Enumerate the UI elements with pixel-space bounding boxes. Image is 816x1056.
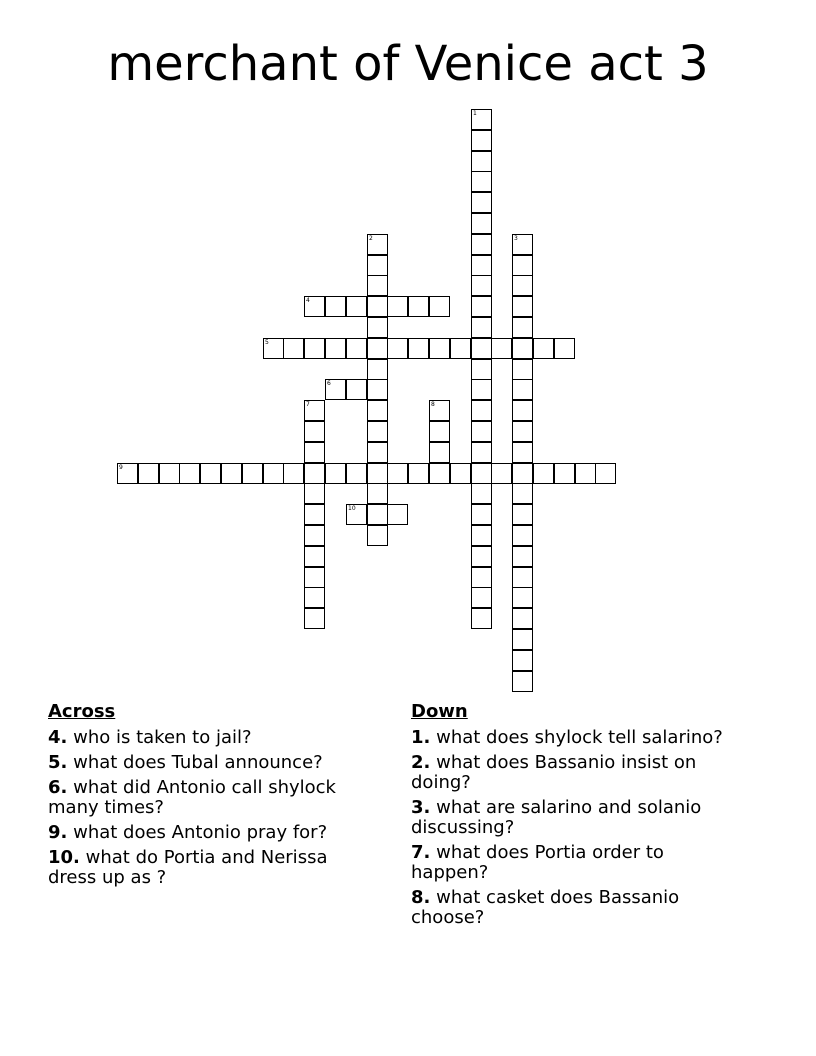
clue-number: 9.: [48, 822, 68, 843]
grid-cell[interactable]: [304, 421, 325, 442]
clue-number: 7.: [411, 842, 431, 863]
grid-cell[interactable]: [471, 525, 492, 546]
grid-cell[interactable]: [471, 317, 492, 338]
grid-cell[interactable]: [159, 463, 180, 484]
grid-cell[interactable]: [346, 296, 367, 317]
grid-cell[interactable]: [471, 379, 492, 400]
grid-cell[interactable]: [242, 463, 263, 484]
down-clue-2: [411, 753, 741, 793]
cell-number: 10: [348, 505, 356, 512]
grid-cell[interactable]: [512, 525, 533, 546]
cell-number: 3: [514, 235, 518, 242]
clue-text: what do Portia and Nerissa dress up as ?: [48, 847, 328, 888]
grid-cell[interactable]: [471, 608, 492, 629]
grid-cell[interactable]: [304, 442, 325, 463]
down-heading: Down: [411, 701, 468, 722]
grid-cell[interactable]: [512, 234, 533, 255]
grid-cell[interactable]: [512, 421, 533, 442]
grid-cell[interactable]: [471, 359, 492, 380]
grid-cell[interactable]: [512, 504, 533, 525]
grid-cell[interactable]: [387, 338, 408, 359]
grid-cell[interactable]: [408, 296, 429, 317]
cell-number: 5: [265, 339, 269, 346]
across-clue-5: [48, 753, 378, 773]
grid-cell[interactable]: [471, 483, 492, 504]
grid-cell[interactable]: [221, 463, 242, 484]
across-clues: [48, 702, 378, 893]
cell-number: 4: [306, 297, 310, 304]
across-heading: Across: [48, 701, 116, 722]
grid-cell[interactable]: [179, 463, 200, 484]
across-clue-9: [48, 823, 378, 843]
grid-cell[interactable]: [575, 463, 596, 484]
grid-cell[interactable]: [367, 379, 388, 400]
clue-text: what does Antonio pray for?: [73, 822, 328, 843]
cell-number: 1: [473, 110, 477, 117]
cell-number: 6: [327, 380, 331, 387]
grid-cell[interactable]: [512, 650, 533, 671]
grid-cell[interactable]: [325, 338, 346, 359]
grid-cell[interactable]: [346, 504, 367, 525]
grid-cell[interactable]: [491, 463, 512, 484]
down-clue-8: [411, 888, 741, 928]
grid-cell[interactable]: [512, 483, 533, 504]
grid-cell[interactable]: [429, 400, 450, 421]
grid-cell[interactable]: [367, 359, 388, 380]
grid-cell[interactable]: [554, 463, 575, 484]
grid-cell[interactable]: [471, 587, 492, 608]
grid-cell[interactable]: [471, 109, 492, 130]
down-clue-7: [411, 843, 741, 883]
clue-number: 10.: [48, 847, 80, 868]
grid-cell[interactable]: [387, 463, 408, 484]
clue-number: 4.: [48, 727, 68, 748]
grid-cell[interactable]: [367, 442, 388, 463]
grid-cell[interactable]: [367, 296, 388, 317]
clue-number: 6.: [48, 777, 68, 798]
grid-cell[interactable]: [367, 275, 388, 296]
grid-cell[interactable]: [367, 525, 388, 546]
grid-cell[interactable]: [408, 463, 429, 484]
grid-cell[interactable]: [346, 338, 367, 359]
grid-cell[interactable]: [471, 192, 492, 213]
grid-cell[interactable]: [387, 296, 408, 317]
clue-number: 1.: [411, 727, 431, 748]
down-clues: [411, 702, 741, 933]
grid-cell[interactable]: [512, 296, 533, 317]
grid-cell[interactable]: [304, 525, 325, 546]
grid-cell[interactable]: [429, 296, 450, 317]
grid-cell[interactable]: [512, 338, 533, 359]
grid-cell[interactable]: [450, 338, 471, 359]
down-clue-3: [411, 798, 741, 838]
grid-cell[interactable]: [367, 338, 388, 359]
clue-number: 5.: [48, 752, 68, 773]
grid-cell[interactable]: [346, 379, 367, 400]
cell-number: 9: [119, 464, 123, 471]
grid-cell[interactable]: [554, 338, 575, 359]
grid-cell[interactable]: [429, 338, 450, 359]
across-clue-10: [48, 848, 378, 888]
grid-cell[interactable]: [471, 546, 492, 567]
cell-number: 7: [306, 401, 310, 408]
clue-number: 3.: [411, 797, 431, 818]
clue-text: what are salarino and solanio discussing?: [411, 797, 702, 838]
down-clue-1: [411, 728, 741, 748]
grid-cell[interactable]: [304, 338, 325, 359]
across-clue-6: [48, 778, 378, 818]
grid-cell[interactable]: [304, 504, 325, 525]
grid-cell[interactable]: [512, 587, 533, 608]
grid-cell[interactable]: [450, 463, 471, 484]
grid-cell[interactable]: [367, 400, 388, 421]
grid-cell[interactable]: [512, 359, 533, 380]
grid-cell[interactable]: [512, 608, 533, 629]
grid-cell[interactable]: [595, 463, 616, 484]
cell-number: 2: [369, 235, 373, 242]
grid-cell[interactable]: [533, 338, 554, 359]
grid-cell[interactable]: [304, 546, 325, 567]
grid-cell[interactable]: [512, 400, 533, 421]
grid-cell[interactable]: [471, 171, 492, 192]
grid-cell[interactable]: [471, 421, 492, 442]
grid-cell[interactable]: [367, 255, 388, 276]
grid-cell[interactable]: [512, 463, 533, 484]
grid-cell[interactable]: [471, 255, 492, 276]
grid-cell[interactable]: [325, 379, 346, 400]
grid-cell[interactable]: [263, 338, 284, 359]
clue-number: 8.: [411, 887, 431, 908]
grid-cell[interactable]: [471, 442, 492, 463]
across-clue-4: [48, 728, 378, 748]
grid-cell[interactable]: [471, 400, 492, 421]
clue-text: what does Tubal announce?: [73, 752, 323, 773]
clue-text: what does shylock tell salarino?: [436, 727, 723, 748]
grid-cell[interactable]: [512, 442, 533, 463]
grid-cell[interactable]: [200, 463, 221, 484]
grid-cell[interactable]: [408, 338, 429, 359]
grid-cell[interactable]: [471, 213, 492, 234]
grid-cell[interactable]: [304, 483, 325, 504]
grid-cell[interactable]: [471, 567, 492, 588]
clue-text: what casket does Bassanio choose?: [411, 887, 680, 928]
grid-cell[interactable]: [325, 463, 346, 484]
grid-cell[interactable]: [471, 338, 492, 359]
grid-cell[interactable]: [429, 463, 450, 484]
grid-cell[interactable]: [512, 255, 533, 276]
grid-cell[interactable]: [471, 234, 492, 255]
grid-cell[interactable]: [304, 463, 325, 484]
grid-cell[interactable]: [512, 546, 533, 567]
grid-cell[interactable]: [304, 400, 325, 421]
clue-text: what does Bassanio insist on doing?: [411, 752, 697, 793]
puzzle-title: merchant of Venice act 3: [107, 36, 709, 92]
grid-cell[interactable]: [263, 463, 284, 484]
grid-cell[interactable]: [367, 421, 388, 442]
grid-cell[interactable]: [512, 275, 533, 296]
grid-cell[interactable]: [367, 504, 388, 525]
grid-cell[interactable]: [429, 421, 450, 442]
grid-cell[interactable]: [117, 463, 138, 484]
clue-number: 2.: [411, 752, 431, 773]
grid-cell[interactable]: [367, 483, 388, 504]
grid-cell[interactable]: [367, 317, 388, 338]
grid-cell[interactable]: [512, 629, 533, 650]
grid-cell[interactable]: [283, 463, 304, 484]
grid-cell[interactable]: [471, 463, 492, 484]
grid-cell[interactable]: [283, 338, 304, 359]
grid-cell[interactable]: [304, 296, 325, 317]
grid-cell[interactable]: [325, 296, 346, 317]
clue-text: what did Antonio call shylock many times?: [48, 777, 336, 818]
grid-cell[interactable]: [512, 567, 533, 588]
grid-cell[interactable]: [471, 130, 492, 151]
grid-cell[interactable]: [512, 671, 533, 692]
grid-cell[interactable]: [471, 151, 492, 172]
grid-cell[interactable]: [471, 296, 492, 317]
grid-cell[interactable]: [138, 463, 159, 484]
grid-cell[interactable]: [367, 234, 388, 255]
grid-cell[interactable]: [512, 379, 533, 400]
grid-cell[interactable]: [387, 504, 408, 525]
grid-cell[interactable]: [471, 275, 492, 296]
grid-cell[interactable]: [346, 463, 367, 484]
clue-text: what does Portia order to happen?: [411, 842, 664, 883]
grid-cell[interactable]: [304, 608, 325, 629]
grid-cell[interactable]: [429, 442, 450, 463]
grid-cell[interactable]: [367, 463, 388, 484]
grid-cell[interactable]: [491, 338, 512, 359]
grid-cell[interactable]: [512, 317, 533, 338]
cell-number: 8: [431, 401, 435, 408]
grid-cell[interactable]: [471, 504, 492, 525]
grid-cell[interactable]: [304, 567, 325, 588]
grid-cell[interactable]: [304, 587, 325, 608]
clue-text: who is taken to jail?: [73, 727, 252, 748]
grid-cell[interactable]: [533, 463, 554, 484]
